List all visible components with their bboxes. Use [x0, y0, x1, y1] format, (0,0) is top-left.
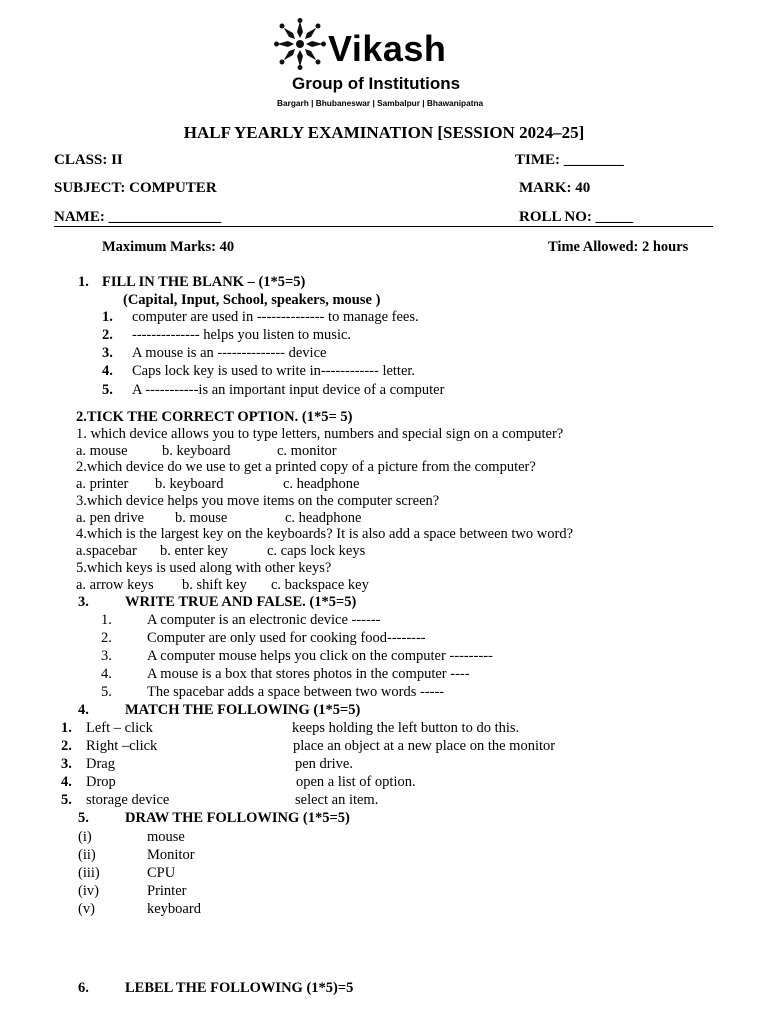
match-left: storage device — [86, 792, 170, 808]
mark-label: MARK: 40 — [519, 180, 591, 196]
list-item-number: (ii) — [78, 847, 96, 863]
option: a.spacebar — [76, 543, 137, 559]
section5-number: 5. — [78, 810, 89, 826]
list-item: CPU — [147, 865, 176, 881]
match-left: Drop — [86, 774, 116, 790]
option: c. headphone — [283, 476, 360, 492]
list-item: keyboard — [147, 901, 201, 917]
exam-title: HALF YEARLY EXAMINATION [SESSION 2024–25] — [183, 123, 585, 142]
section1-title: FILL IN THE BLANK – (1*5=5) — [102, 274, 306, 290]
section3-number: 3. — [78, 594, 89, 610]
row-number: 1. — [61, 720, 72, 736]
class-label: CLASS: II — [54, 152, 123, 168]
roll-no-field: ROLL NO: _____ — [519, 209, 634, 225]
option: b. enter key — [160, 543, 229, 559]
list-item-number: 5. — [102, 382, 113, 398]
list-item: computer are used in -------------- to manage fees. — [132, 309, 419, 325]
name-field: NAME: _______________ — [54, 209, 222, 225]
institution-logo — [270, 14, 498, 114]
header-divider — [54, 226, 713, 227]
option: a. pen drive — [76, 510, 145, 526]
list-item-number: (v) — [78, 901, 95, 917]
section2-title: 2.TICK THE CORRECT OPTION. (1*5= 5) — [76, 409, 353, 425]
list-item: mouse — [147, 829, 185, 845]
section6-number: 6. — [78, 980, 89, 996]
time-allowed: Time Allowed: 2 hours — [548, 239, 689, 255]
option: b. mouse — [175, 510, 228, 526]
match-right: select an item. — [295, 792, 379, 808]
section3-title: WRITE TRUE AND FALSE. (1*5=5) — [125, 594, 357, 610]
section5-title: DRAW THE FOLLOWING (1*5=5) — [125, 810, 350, 826]
option: c. caps lock keys — [267, 543, 366, 559]
section1-number: 1. — [78, 274, 89, 290]
row-number: 3. — [61, 756, 72, 772]
option: a. printer — [76, 476, 129, 492]
list-item-number: 5. — [101, 684, 112, 700]
section4-title: MATCH THE FOLLOWING (1*5=5) — [125, 702, 361, 718]
list-item: Computer are only used for cooking food-------- — [147, 630, 426, 646]
list-item-number: 1. — [101, 612, 112, 628]
list-item: A computer is an electronic device ------ — [147, 612, 381, 628]
section1-word-bank: (Capital, Input, School, speakers, mouse ) — [123, 292, 381, 308]
question-text: 3.which device helps you move items on the computer screen? — [76, 493, 440, 509]
list-item-number: 3. — [101, 648, 112, 664]
list-item-number: (iv) — [78, 883, 99, 899]
list-item: A mouse is an -------------- device — [132, 345, 327, 361]
option: c. backspace key — [271, 577, 369, 593]
section6-title: LEBEL THE FOLLOWING (1*5)=5 — [125, 980, 354, 996]
match-left: Left – click — [86, 720, 153, 736]
question-text: 2.which device do we use to get a printed copy of a picture from the computer? — [76, 459, 536, 475]
option: b. keyboard — [155, 476, 224, 492]
list-item-number: (iii) — [78, 865, 100, 881]
list-item-number: 1. — [102, 309, 113, 325]
row-number: 5. — [61, 792, 72, 808]
question-text: 5.which keys is used along with other keys? — [76, 560, 332, 576]
match-right: open a list of option. — [296, 774, 416, 790]
option: b. keyboard — [162, 443, 231, 459]
match-right: place an object at a new place on the monitor — [293, 738, 556, 754]
match-right: keeps holding the left button to do this. — [292, 720, 520, 736]
list-item: Printer — [147, 883, 187, 899]
list-item: Caps lock key is used to write in------------ letter. — [132, 363, 416, 379]
list-item-number: 4. — [101, 666, 112, 682]
option: c. monitor — [277, 443, 337, 459]
time-label: TIME: ________ — [515, 152, 624, 168]
match-right: pen drive. — [295, 756, 353, 772]
list-item-number: 3. — [102, 345, 113, 361]
list-item: Monitor — [147, 847, 195, 863]
maximum-marks: Maximum Marks: 40 — [102, 239, 235, 255]
logo-name: Vikash — [328, 28, 447, 69]
logo-subtitle: Group of Institutions — [292, 74, 461, 93]
option: a. arrow keys — [76, 577, 154, 593]
question-text: 4.which is the largest key on the keyboards? It is also add a space between two word? — [76, 526, 574, 542]
list-item: The spacebar adds a space between two words ----- — [147, 684, 445, 700]
logo-locations: Bargarh | Bhubaneswar | Sambalpur | Bhawanipatna — [277, 98, 484, 108]
list-item: A computer mouse helps you click on the computer --------- — [147, 648, 493, 664]
list-item-number: 2. — [101, 630, 112, 646]
row-number: 4. — [61, 774, 72, 790]
list-item: A -----------is an important input device of a computer — [132, 382, 445, 398]
option: b. shift key — [182, 577, 247, 593]
subject-label: SUBJECT: COMPUTER — [54, 180, 217, 196]
list-item-number: 4. — [102, 363, 113, 379]
list-item: A mouse is a box that stores photos in the computer ---- — [147, 666, 470, 682]
question-text: 1. which device allows you to type letters, numbers and special sign on a computer? — [76, 426, 564, 442]
list-item-number: (i) — [78, 829, 92, 845]
row-number: 2. — [61, 738, 72, 754]
section4-number: 4. — [78, 702, 89, 718]
list-item: -------------- helps you listen to music. — [132, 327, 352, 343]
option: a. mouse — [76, 443, 128, 459]
match-left: Drag — [86, 756, 115, 772]
option: c. headphone — [285, 510, 362, 526]
match-left: Right –click — [86, 738, 158, 754]
logo-emblem-icon — [274, 18, 326, 70]
list-item-number: 2. — [102, 327, 113, 343]
